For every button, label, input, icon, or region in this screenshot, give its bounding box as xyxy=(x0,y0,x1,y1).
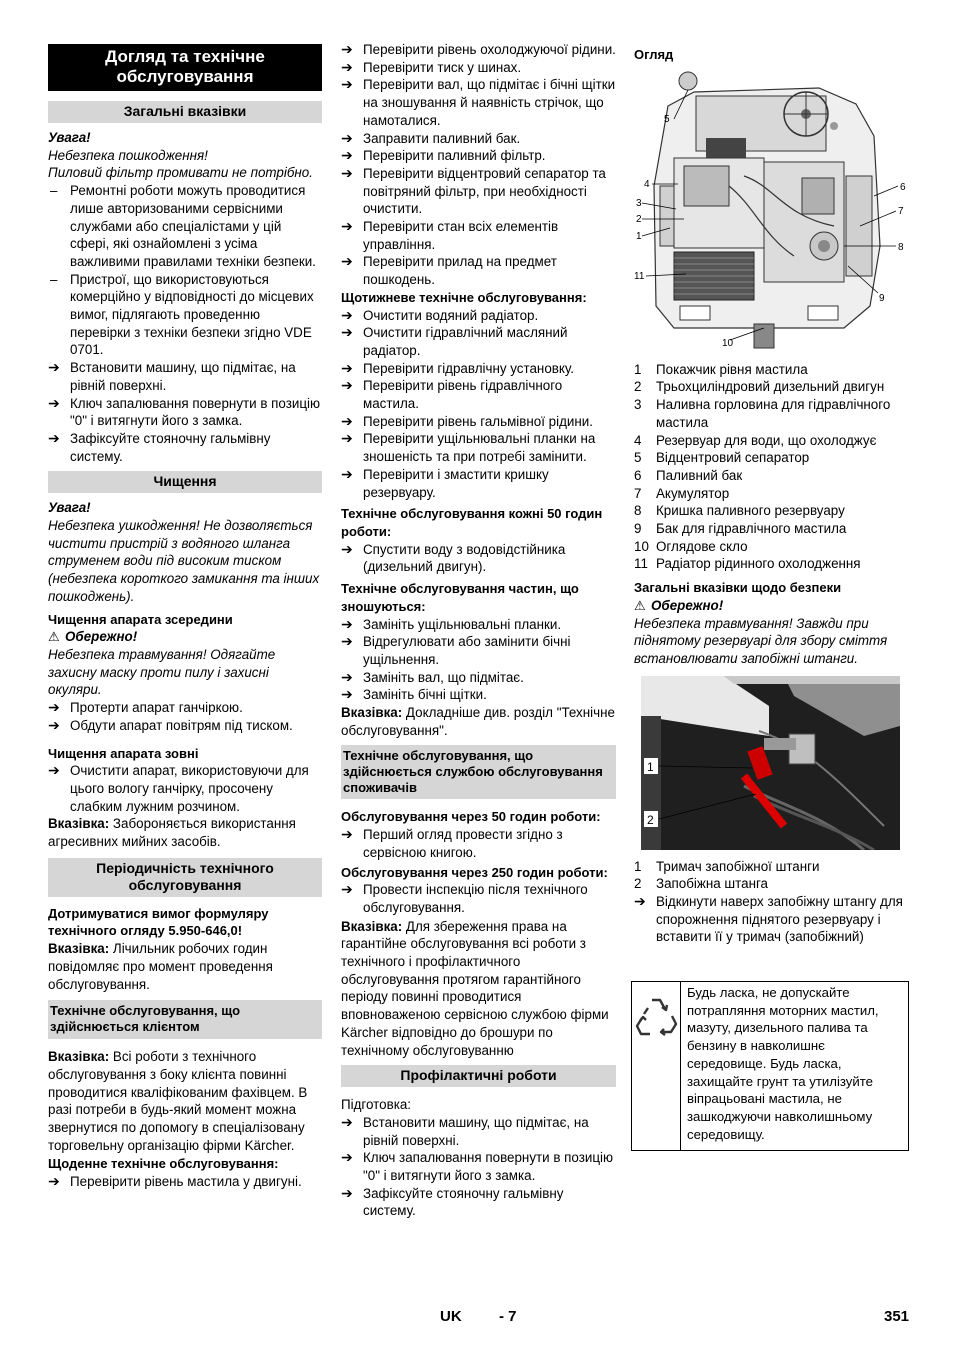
column-left xyxy=(48,44,322,1191)
arrow-icon: ➔ xyxy=(341,58,353,75)
arrow-icon: ➔ xyxy=(341,129,353,146)
safety-legend xyxy=(634,858,908,893)
callout-label: 6 xyxy=(900,181,906,193)
section-periodicity-heading: Періодичність технічного обслуговування xyxy=(48,858,322,897)
outside-cleaning-heading: Чищення апарата зовні xyxy=(48,745,199,761)
dash-marker: – xyxy=(50,271,58,287)
arrow-icon: ➔ xyxy=(48,762,60,779)
arrow-item: ➔ Перевірити прилад на предмет пошкодень. xyxy=(341,253,557,288)
arrow-icon: ➔ xyxy=(341,430,353,447)
dash-item: – Ремонтні роботи можуть проводитися лише авторизованими сервісними службами або спеціалістами у цій сфері, які ознайомлені з усіма важливими правилами техніки безпеки. xyxy=(50,183,316,269)
section-preventive-heading: Профілактичні роботи xyxy=(341,1065,616,1087)
column-middle xyxy=(341,41,616,1220)
arrow-item: ➔ Провести інспекцію після технічного обслуговування. xyxy=(341,881,588,915)
legend-item: 2 Запобіжна штанга xyxy=(634,876,769,892)
arrow-item: ➔ Перевірити рівень гідравлічного мастила. xyxy=(341,377,563,412)
footer-language: UK xyxy=(440,1308,462,1325)
section-general-heading: Загальні вказівки xyxy=(48,101,322,123)
arrow-icon: ➔ xyxy=(341,324,353,341)
arrow-item: ➔ Очистити водяний радіатор. xyxy=(341,306,539,323)
arrow-item: ➔ Перевірити ущільнювальні планки на зношеність та при потребі замінити. xyxy=(341,430,596,465)
note: Вказівка: Забороняється використання агресивних мийних засобів. xyxy=(48,816,296,850)
note: Вказівка: Докладніше див. розділ "Технічне обслуговування". xyxy=(341,705,615,738)
arrow-icon: ➔ xyxy=(341,1184,353,1201)
s250-heading: Обслуговування через 250 годин роботи: xyxy=(341,864,608,880)
arrow-icon: ➔ xyxy=(341,218,353,235)
legend-item: 5 Відцентровий сепаратор xyxy=(634,450,810,466)
overview-legend xyxy=(634,361,908,573)
machine-top-view-illustration xyxy=(634,66,908,353)
arrow-icon: ➔ xyxy=(341,1113,353,1130)
legend-item: 1 Покажчик рівня мастила xyxy=(634,361,808,377)
caution-line: Небезпека пошкодження! xyxy=(48,147,208,163)
legend-item: 2 Трьохциліндровий дизельний двигун xyxy=(634,379,885,395)
arrow-item: ➔ Перевірити гідравлічну установку. xyxy=(341,359,574,376)
arrow-icon: ➔ xyxy=(341,881,353,898)
arrow-item: ➔ Встановити машину, що підмітає, на рівній поверхні. xyxy=(341,1113,589,1148)
arrow-item: ➔ Перевірити рівень гальмівної рідини. xyxy=(341,412,593,429)
arrow-item: ➔ Перевірити відцентровий сепаратор та повітряний фільтр, при необхідності очистити. xyxy=(341,164,606,217)
arrow-icon: ➔ xyxy=(48,359,60,376)
careful-text: Небезпека травмування! Одягайте захисну маску проти пилу і захисні окуляри. xyxy=(48,646,276,698)
section-customer-heading: Технічне обслуговування, що здійснюється клієнтом xyxy=(48,1000,322,1039)
arrow-item: ➔ Перевірити стан всіх елементів управління. xyxy=(341,218,559,252)
legend-item: 10 Оглядове скло xyxy=(634,538,748,554)
callout-label: 11 xyxy=(634,270,645,282)
arrow-icon: ➔ xyxy=(48,1173,60,1190)
arrow-icon: ➔ xyxy=(341,306,353,323)
arrow-icon: ➔ xyxy=(341,465,353,482)
column-right xyxy=(634,44,908,946)
warning-triangle-icon: ⚠ xyxy=(48,629,60,645)
caution-label: Увага! xyxy=(48,500,91,516)
arrow-icon: ➔ xyxy=(341,540,353,557)
arrow-item: ➔ Перевірити тиск у шинах. xyxy=(341,58,522,75)
arrow-item: ➔ Перевірити паливний фільтр. xyxy=(341,147,546,164)
arrow-item: ➔ Відрегулювати або замінити бічні ущільнення. xyxy=(341,633,571,667)
callout-label: 4 xyxy=(644,178,650,190)
caution-label: Увага! xyxy=(48,130,91,145)
arrow-icon: ➔ xyxy=(341,412,353,429)
note: Вказівка: Для збереження права на гарантійне обслуговування всі роботи з технічного і профілактичного обслуговування протягом гарантійного періоду повинні проводитися вповноваженою сервісною службою фірми Kärcher відповідно до брошури по технічному обслуговуванню xyxy=(341,918,609,1058)
arrow-item: ➔ Перевірити рівень мастила у двигуні. xyxy=(48,1173,302,1190)
legend-item: 9 Бак для гідравлічного мастила xyxy=(634,521,847,537)
callout-label: 9 xyxy=(879,292,885,304)
arrow-item: ➔ Перевірити рівень охолоджуючої рідини. xyxy=(341,41,616,57)
arrow-icon: ➔ xyxy=(634,893,646,910)
dash-marker: – xyxy=(50,183,58,199)
callout-label: 2 xyxy=(647,812,654,827)
section-service-heading: Технічне обслуговування, що здійснюється службою обслуговування споживачів xyxy=(341,745,616,799)
arrow-item: ➔ Замініть бічні щітки. xyxy=(341,686,487,703)
warning-triangle-icon: ⚠ xyxy=(634,597,646,613)
arrow-icon: ➔ xyxy=(341,147,353,164)
arrow-icon: ➔ xyxy=(341,41,353,57)
arrow-item: ➔ Ключ запалювання повернути в позицію "0" і витягнути його з замка. xyxy=(341,1149,614,1184)
arrow-item: ➔ Обдути апарат повітрям під тиском. xyxy=(48,716,293,733)
arrow-icon: ➔ xyxy=(341,164,353,181)
h50-heading: Технічне обслуговування кожні 50 годин роботи: xyxy=(341,506,603,539)
safety-heading: Загальні вказівки щодо безпеки xyxy=(634,580,842,596)
s50-heading: Обслуговування через 50 годин роботи: xyxy=(341,809,601,825)
wear-heading: Технічне обслуговування частин, що зношуються: xyxy=(341,581,579,614)
arrow-item: ➔ Перевірити і змастити кришку резервуару. xyxy=(341,465,549,500)
arrow-icon: ➔ xyxy=(341,633,353,650)
arrow-item: ➔ Протерти апарат ганчіркою. xyxy=(48,699,243,716)
arrow-icon: ➔ xyxy=(48,716,60,733)
arrow-item: ➔ Зафіксуйте стояночну гальмівну систему. xyxy=(48,429,271,464)
arrow-item: ➔ Перший огляд провести згідно з сервісною книгою. xyxy=(341,826,563,860)
legend-item: 11 Радіатор рідинного охолодження xyxy=(634,556,861,572)
careful-row: ⚠ Обережно! xyxy=(48,629,138,645)
arrow-item: ➔ Очистити гідравлічний масляний радіатор. xyxy=(341,324,568,358)
arrow-icon: ➔ xyxy=(341,615,353,632)
callout-label: 10 xyxy=(722,337,734,349)
recycle-icon xyxy=(632,982,681,1150)
arrow-item: ➔ Ключ запалювання повернути в позицію "0" і витягнути його з замка. xyxy=(48,394,321,429)
section-cleaning-heading: Чищення xyxy=(48,471,322,493)
safety-bar-illustration xyxy=(634,676,908,850)
legend-item: 8 Кришка паливного резервуару xyxy=(634,503,845,519)
arrow-icon: ➔ xyxy=(48,429,60,446)
legend-item: 7 Акумулятор xyxy=(634,485,730,501)
arrow-item: ➔ Замініть ущільнювальні планки. xyxy=(341,615,562,632)
arrow-icon: ➔ xyxy=(341,359,353,376)
caution-line: Пиловий фільтр промивати не потрібно. xyxy=(48,165,313,181)
arrow-icon: ➔ xyxy=(341,253,353,270)
arrow-item: ➔ Встановити машину, що підмітає, на рівній поверхні. xyxy=(48,359,296,393)
callout-label: 3 xyxy=(636,197,642,209)
preparation-label: Підготовка: xyxy=(341,1097,412,1113)
note: Вказівка: Всі роботи з технічного обслуговування з боку клієнта повинні проводитися кваліфікованим фахівцем. В разі потреби в будь-який момент можна звернутися по допомогу в спеціалізовану торговельну організацію фірми Kärcher. xyxy=(48,1049,308,1153)
arrow-item: ➔ Зафіксуйте стояночну гальмівну систему. xyxy=(341,1184,564,1219)
arrow-item: ➔ Спустити воду з водовідстійника (дизельний двигун). xyxy=(341,540,566,575)
arrow-item: ➔ Заправити паливний бак. xyxy=(341,129,521,146)
note: Вказівка: Лічильник робочих годин повідомляє про момент проведення обслуговування. xyxy=(48,941,273,992)
legend-item: 3 Наливна горловина для гідравлічного мастила xyxy=(634,397,891,430)
arrow-icon: ➔ xyxy=(341,76,353,93)
daily-maintenance-heading: Щоденне технічне обслуговування: xyxy=(48,1156,279,1172)
dash-item: – Пристрої, що використовуються комерційно у відповідності до місцевих вимог, підлягають проведенню перевірки з техніки безпеки згідно VDE 0701. xyxy=(50,271,314,358)
callout-label: 1 xyxy=(647,759,654,774)
footer-local-page: - 7 xyxy=(499,1308,517,1325)
arrow-icon: ➔ xyxy=(341,686,353,703)
arrow-icon: ➔ xyxy=(341,377,353,394)
caution-text: Небезпека ушкодження! Не дозволяється чистити пристрій з водяного шланга струменем води під високим тиском (небезпека короткого замикання та інших пошкоджень). xyxy=(48,518,320,604)
inside-cleaning-heading: Чищення апарата зсередини xyxy=(48,611,233,627)
overview-heading: Огляд xyxy=(634,47,674,62)
arrow-item: ➔ Відкинути наверх запобіжну штангу для спорожнення піднятого резервуару і вставити її у тримач (запобіжний) xyxy=(634,893,903,945)
page-title: Догляд та технічне обслуговування xyxy=(48,44,322,91)
arrow-item: ➔ Очистити апарат, використовуючи для цього вологу ганчірку, просочену слабким лужним розчином. xyxy=(48,762,309,814)
recycle-notice xyxy=(631,981,909,1151)
legend-item: 6 Паливний бак xyxy=(634,467,743,483)
recycle-text: Будь ласка, не допускайте потрапляння моторних мастил, мазуту, дизельного палива та бензину в навколишнє середовище. Будь ласка, захищайте грунт та утилізуйте віпрацьовані мастила, не зашкоджуючи навколишньому середовищу. xyxy=(687,985,879,1142)
weekly-heading: Щотижневе технічне обслуговування: xyxy=(341,289,587,305)
legend-item: 1 Тримач запобіжної штанги xyxy=(634,858,820,874)
arrow-item: ➔ Замініть вал, що підмітає. xyxy=(341,668,524,685)
arrow-icon: ➔ xyxy=(341,1149,353,1166)
arrow-item: ➔ Перевірити вал, що підмітає і бічні щітки на зношування й наявність стрічок, що намоталися. xyxy=(341,76,616,128)
form-requirement: Дотримуватися вимог формуляру технічного огляду 5.950-646,0! xyxy=(48,905,269,939)
overview-figure xyxy=(634,66,908,353)
arrow-icon: ➔ xyxy=(48,699,60,716)
callout-label: 2 xyxy=(636,213,642,225)
arrow-icon: ➔ xyxy=(341,826,353,843)
callout-label: 7 xyxy=(898,205,904,217)
callout-label: 8 xyxy=(898,241,904,253)
arrow-icon: ➔ xyxy=(341,668,353,685)
callout-label: 5 xyxy=(664,113,670,125)
callout-label: 1 xyxy=(636,230,642,242)
footer-page-number: 351 xyxy=(884,1308,910,1325)
arrow-icon: ➔ xyxy=(48,394,60,411)
careful-row: ⚠ Обережно! xyxy=(634,597,724,613)
safety-bar-photo xyxy=(634,676,908,850)
legend-item: 4 Резервуар для води, що охолоджує xyxy=(634,432,877,448)
careful-text: Небезпека травмування! Завжди при піднятому резервуарі для збору сміття встановлювати запобіжні штанги. xyxy=(634,615,888,666)
